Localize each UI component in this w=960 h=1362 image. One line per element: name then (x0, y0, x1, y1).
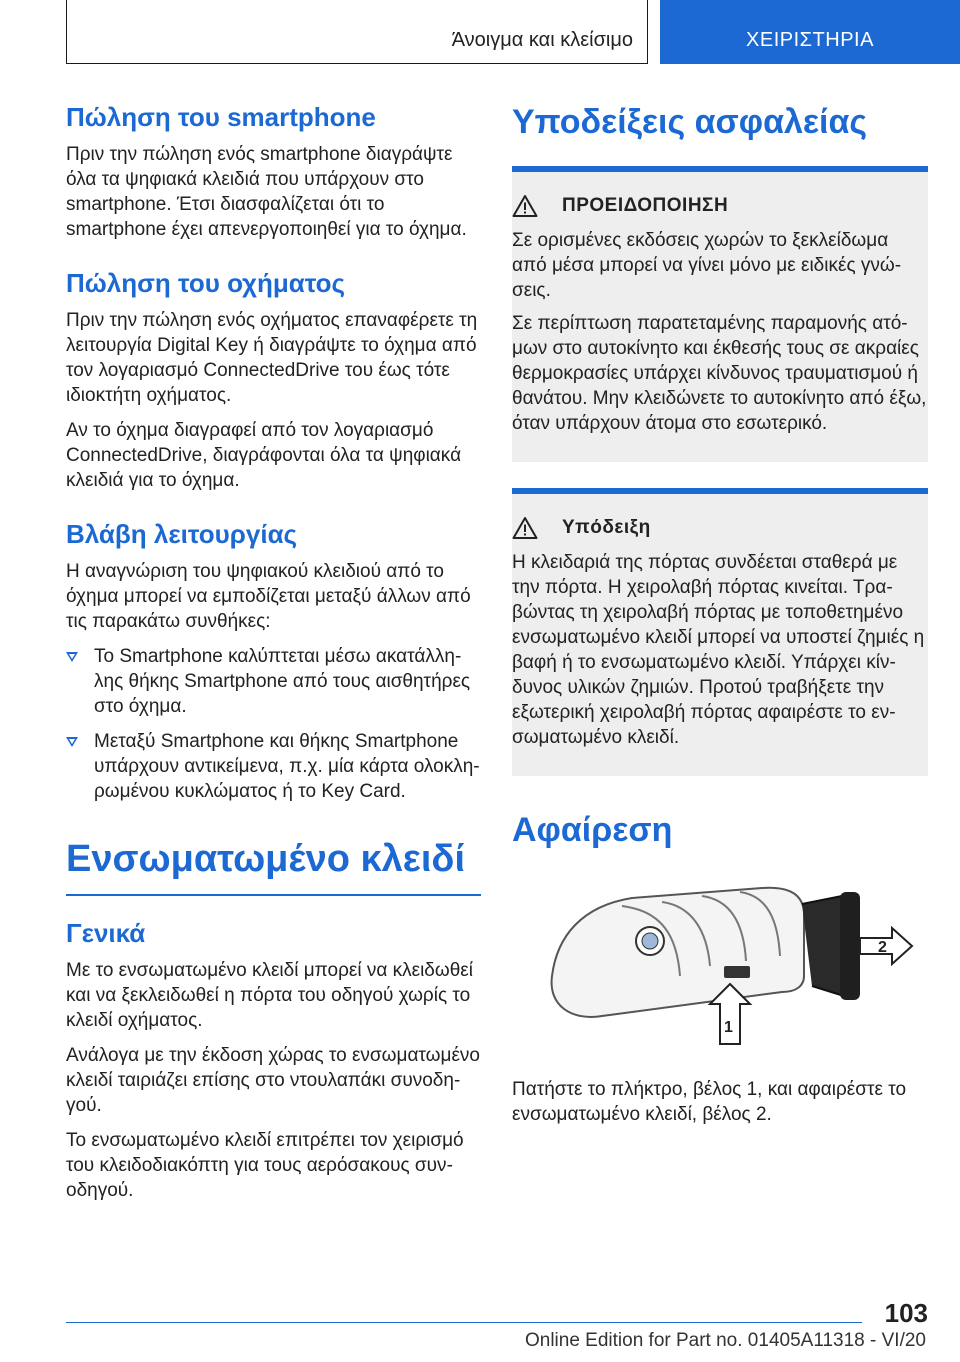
condition-list (66, 644, 481, 804)
page-number: 103 (884, 1298, 928, 1328)
warning-label: ΠΡΟΕΙΔΟΠΟΙΗΣΗ (562, 195, 729, 216)
key-removal-figure (512, 866, 928, 1062)
heading-sell-smartphone: Πώληση του smartphone (66, 102, 376, 132)
paragraph: Σε περίπτωση παρατεταμένης παραμονής ατόμων στο αυτοκίνητο και έκθεσής τους σε ακραίες θερμοκρασίες υπάρχει κίνδυνος τραυματισμού ή θανάτου. Μην κλειδώνετε το αυτοκίνητο από έξω, όταν υπάρχουν άτομα στο εσωτερικό. (512, 313, 927, 434)
paragraph: Το ενσωματωμένο κλειδί επιτρέπει τον χειρισμό του κλειδοδιακόπτη για τους αερόσακους συνοδηγού. (66, 1130, 464, 1201)
header-chapter-tab (660, 0, 960, 64)
triangle-bullet-icon (66, 652, 78, 662)
heading-safety-notes: Υποδείξεις ασφαλείας (512, 103, 868, 141)
paragraph: Πριν την πώληση ενός οχήματος επαναφέρετε τη λειτουργία Digital Key ή διαγράψτε το όχημα από τον λογαριασμό ConnectedDrive του έως τότε ιδιοκτήτη οχήματος. (66, 310, 478, 406)
warning-triangle-icon (512, 194, 538, 218)
heading-malfunction: Βλάβη λειτουργίας (66, 519, 298, 549)
note-box (512, 488, 928, 776)
paragraph: Πριν την πώληση ενός smartphone διαγράψτε όλα τα ψηφιακά κλειδιά που υπάρχουν στο smartphone. Έτσι διασφαλίζεται ότι το smartphone έχει απενεργοποιηθεί για το όχημα. (66, 144, 467, 240)
header-section-title: Άνοιγμα και κλείσιμο (451, 29, 633, 51)
list-item-text: Μεταξύ Smartphone και θήκης Smartphone υπάρχουν αντικείμενα, π.χ. μία κάρτα ολοκληρωμένου κυκλώματος ή το Key Card. (94, 731, 480, 802)
key-fob-illustration (552, 888, 860, 1017)
right-column (512, 100, 928, 1137)
heading-integrated-key: Ενσωματωμένο κλειδί (66, 834, 481, 896)
footer-divider (66, 1322, 862, 1323)
arrow-2 (860, 928, 912, 964)
heading-general: Γενικά (66, 918, 146, 948)
footer-edition: Online Edition for Part no. 01405A11318 - VI/20 (524, 1330, 926, 1351)
paragraph: Ανάλογα με την έκδοση χώρας το ενσωματωμένο κλειδί ταιριάζει επίσης στο ντουλαπάκι συνοδηγού. (66, 1045, 480, 1116)
header-chapter-title: ΧΕΙΡΙΣΤΗΡΙΑ (746, 29, 874, 51)
warning-box (512, 166, 928, 462)
paragraph: Με το ενσωματωμένο κλειδί μπορεί να κλειδωθεί και να ξεκλειδωθεί η πόρτα του οδηγού χωρίς το κλειδί οχήματος. (66, 960, 473, 1031)
left-column (66, 100, 481, 1213)
list-item (66, 644, 481, 719)
list-item-text: Το Smartphone καλύπτεται μέσω ακατάλληλης θήκης Smartphone από τους αισθητήρες στο όχημα. (94, 646, 471, 717)
header-section-tab (66, 0, 648, 64)
heading-removal: Αφαίρεση (512, 811, 673, 849)
triangle-bullet-icon (66, 737, 78, 747)
paragraph: Σε ορισμένες εκδόσεις χωρών το ξεκλείδωμα από μέσα μπορεί να γίνει μόνο με ειδικές γνώσεις. (512, 230, 902, 301)
note-label: Υπόδειξη (562, 517, 651, 538)
caution-triangle-icon (512, 516, 538, 540)
paragraph: Αν το όχημα διαγραφεί από τον λογαριασμό ConnectedDrive, διαγράφονται όλα τα ψηφιακά κλειδιά για το όχημα. (66, 420, 462, 491)
list-item (66, 729, 481, 804)
paragraph: Η κλειδαριά της πόρτας συνδέεται σταθερά με την πόρτα. Η χειρολαβή πόρτας κινείται. Τραβώντας τη χειρολαβή πόρτας με τοποθετημένο ενσωματωμένο κλειδί μπορεί να υποστεί ζημιές η βαφή ή το ενσωματωμένο κλειδί. Υπάρχει κίνδυνος υλικών ζημιών. Προτού τραβήξετε την εξωτερική χειρολαβή πόρτας αφαιρέστε το ενσωματωμένο κλειδί. (512, 552, 925, 748)
arrow-1-label: 1 (724, 1019, 733, 1036)
paragraph: Η αναγνώριση του ψηφιακού κλειδιού από το όχημα μπορεί να εμποδίζεται μεταξύ άλλων από τις παρακάτω συνθήκες: (66, 561, 471, 632)
arrow-2-label: 2 (878, 939, 887, 956)
paragraph: Πατήστε το πλήκτρο, βέλος 1, και αφαιρέστε το ενσωματωμένο κλειδί, βέλος 2. (512, 1079, 907, 1125)
heading-sell-vehicle: Πώληση του οχήματος (66, 268, 346, 298)
